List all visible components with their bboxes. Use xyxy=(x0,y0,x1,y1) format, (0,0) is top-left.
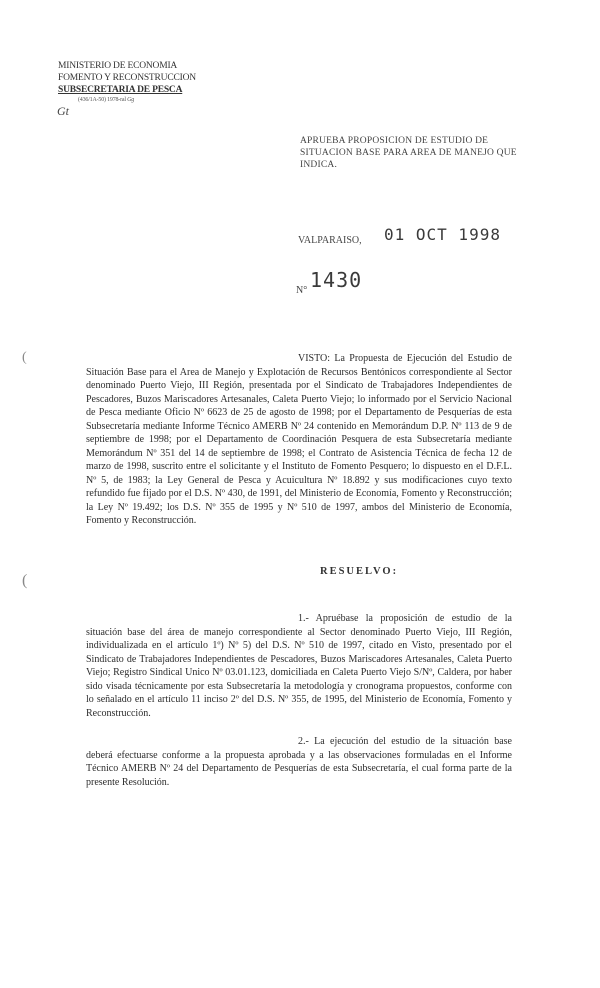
resolution-number-stamp: 1430 xyxy=(310,268,363,292)
place-label: VALPARAISO, xyxy=(298,235,362,246)
number-label: N° xyxy=(296,285,308,296)
resolution-item-2: 2.- La ejecución del estudio de la situación base deberá efectuarse conforme a la propuesta aprobada y a las observaciones formuladas en el Informe Técnico AMERB Nº 24 del Departamento de Pesquerías de esta Subsecretaría, el cual forma parte de la presente Resolución. xyxy=(86,736,512,788)
date-stamp: 01 OCT 1998 xyxy=(384,225,501,244)
letterhead xyxy=(58,60,208,104)
document-subject: APRUEBA PROPOSICION DE ESTUDIO DE SITUACION BASE PARA AREA DE MANEJO QUE INDICA. xyxy=(300,136,517,170)
ministry-line: MINISTERIO DE ECONOMIA xyxy=(58,61,178,71)
visto-paragraph: VISTO: La Propuesta de Ejecución del Estudio de Situación Base para el Area de Manejo y Explotación de Recursos Bentónicos correspondiente al Sector denominado Puerto Viejo, III Región, presentada por el Sindicato de Trabajadores Independientes de Pescadores, Buzos Mariscadores Artesanales, Caleta Puerto Viejo; lo informado por el Servicio Nacional de Pesca mediante Oficio Nº 6623 de 25 de agosto de 1998; por el Departamento de Pesquerías de esta Subsecretaría mediante Informe Técnico AMERB Nº 24 contenido en Memorándum D.P. Nº 113 de 9 de septiembre de 1998; por el Departamento de Coordinación Pesquera de esta Subsecretaría mediante Memorándum Nº 351 del 14 de septiembre de 1998; el Contrato de Asistencia Técnica de fecha 12 de marzo de 1998, suscrito entre el solicitante y el Instituto de Fomento Pesquero; lo dispuesto en el D.F.L. Nº 5, de 1983; la Ley General de Pesca y Acuicultura Nº 18.892 y sus modificaciones cuyo texto refundido fue fijado por el D.S. Nº 430, de 1991, del Ministerio de Economía, Fomento y Reconstrucción; la Ley Nº 19.492; los D.S. Nº 355 de 1995 y Nº 510 de 1997, ambos del Ministerio de Economía, Fomento y Reconstrucción. xyxy=(86,353,512,526)
reference-code: (436/1A-50) 1978-ral Gg xyxy=(78,97,135,103)
resuelvo-heading: RESUELVO: xyxy=(320,566,399,577)
punch-hole-icon: ( xyxy=(22,572,28,589)
handwritten-initials: Gt xyxy=(57,104,69,118)
ministry-line-2: FOMENTO Y RECONSTRUCCION xyxy=(58,73,196,83)
subsecretaria-line: SUBSECRETARIA DE PESCA xyxy=(58,85,183,95)
resolution-item-1: 1.- Apruébase la proposición de estudio de la situación base del área de manejo correspondiente al Sector denominado Puerto Viejo, III Región, individualizada en el artículo 1º) Nº 5) del D.S. Nº 510 de 1997, citado en Visto, presentado por el Sindicato de Trabajadores Independientes de Pescadores, Buzos Mariscadores Artesanales, Caleta Puerto Viejo; Registro Sindical Unico Nº 03.01.123, domiciliada en Caleta Puerto Viejo S/Nº, Caldera, por haber sido visada técnicamente por esta Subsecretaría la metodología y cronograma propuestos, conforme con lo señalado en el artículo 11 inciso 2º del D.S. Nº 355, de 1995, del Ministerio de Economía, Fomento y Reconstrucción. xyxy=(86,613,512,719)
punch-hole-icon: ( xyxy=(22,350,27,365)
